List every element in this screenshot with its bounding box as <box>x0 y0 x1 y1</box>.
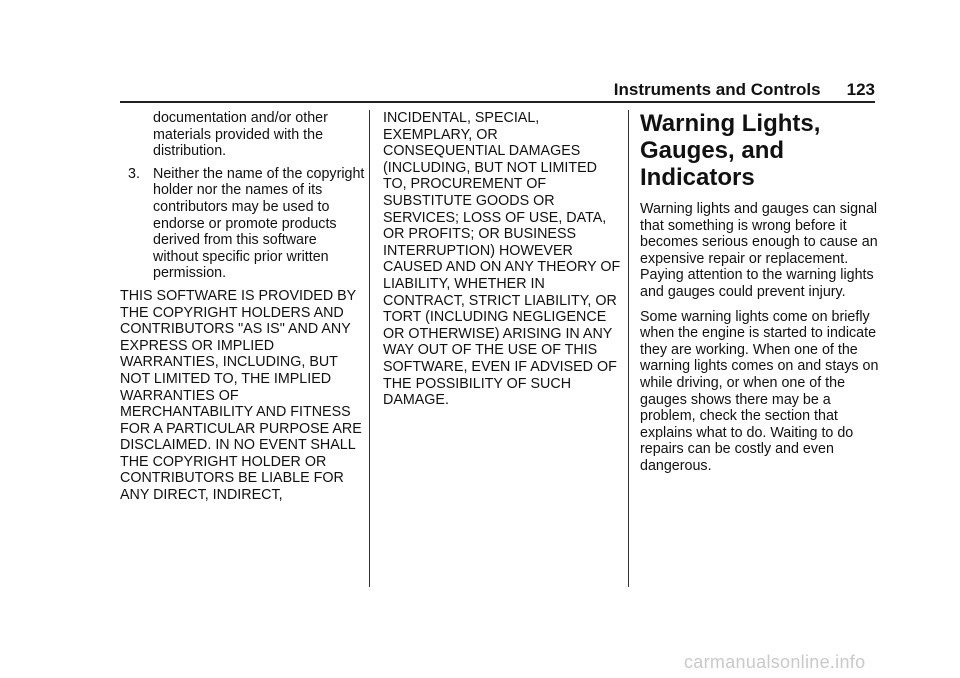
disclaimer-paragraph: THIS SOFTWARE IS PROVIDED BY THE COPYRIGHT HOLDERS AND CONTRIBUTORS "AS IS" AND ANY EXPRESS OR IMPLIED WARRANTIES, INCLUDING, BUT NOT LIMITED TO, THE IMPLIED WARRANTIES OF MERCHANTABILITY AND FITNESS FOR A PARTICULAR PURPOSE ARE DISCLAIMED. IN NO EVENT SHALL THE COPYRIGHT HOLDER OR CONTRIBUTORS BE LIABLE FOR ANY DIRECT, INDIRECT, <box>120 287 362 504</box>
warning-paragraph-2: Some warning lights come on briefly when the engine is started to indicate they are working. When one of the warning lights comes on and stays on while driving, or when one of the gauges shows there may be a problem, check the section that explains what to do. Waiting to do repairs can be costly and even dangerous. <box>640 308 879 474</box>
column-divider-2 <box>628 110 629 587</box>
list-item-number: 3. <box>128 165 140 182</box>
column-left <box>120 110 365 504</box>
column-middle <box>383 110 623 409</box>
header-rule <box>120 101 875 103</box>
section-heading: Warning Lights, Gauges, and Indicators <box>640 110 821 191</box>
column-right <box>640 110 880 475</box>
page-header <box>600 80 875 100</box>
watermark: carmanualsonline.info <box>684 652 866 672</box>
list-item-text: Neither the name of the copyright holder nor the names of its contributors may be used to endorse or promote products derived from this software without specific prior written permission. <box>153 165 365 282</box>
page-number: 123 <box>846 80 875 99</box>
list-item-3 <box>120 166 365 282</box>
warning-paragraph-1: Warning lights and gauges can signal that something is wrong before it becomes serious enough to cause an expensive repair or replacement. Paying attention to the warning lights and gauges could prevent injury. <box>640 201 878 300</box>
column-divider-1 <box>369 110 370 587</box>
header-title: Instruments and Controls <box>613 80 821 99</box>
disclaimer-continuation: INCIDENTAL, SPECIAL, EXEMPLARY, OR CONSEQUENTIAL DAMAGES (INCLUDING, BUT NOT LIMITED TO, PROCUREMENT OF SUBSTITUTE GOODS OR SERVICES; LOSS OF USE, DATA, OR PROFITS; OR BUSINESS INTERRUPTION) HOWEVER CAUSED AND ON ANY THEORY OF LIABILITY, WHETHER IN CONTRACT, STRICT LIABILITY, OR TORT (INCLUDING NEGLIGENCE OR OTHERWISE) ARISING IN ANY WAY OUT OF THE USE OF THIS SOFTWARE, EVEN IF ADVISED OF THE POSSIBILITY OF SUCH DAMAGE. <box>383 110 621 409</box>
list-item-continuation: documentation and/or other materials provided with the distribution. <box>153 110 328 160</box>
